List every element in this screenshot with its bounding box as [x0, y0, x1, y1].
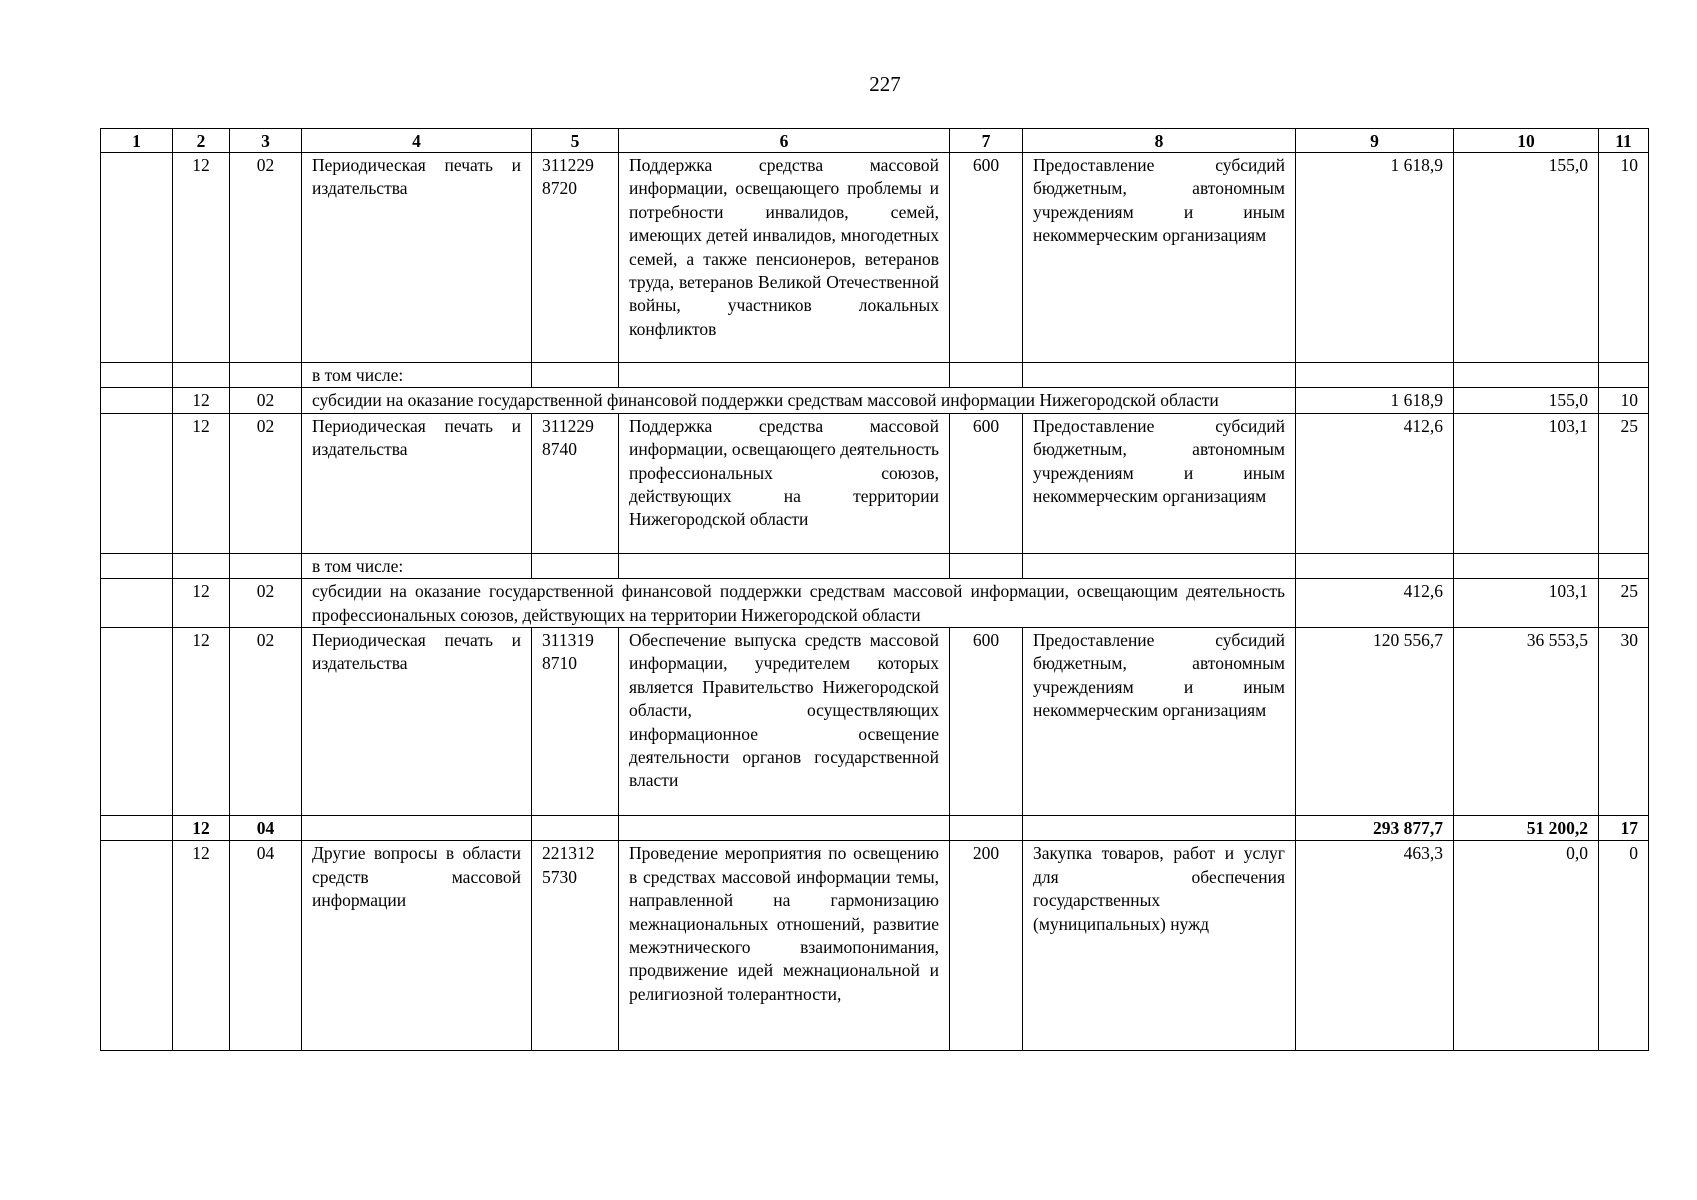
cell-description: Поддержка средства массовой информации, освещающего проблемы и потребности инвалидов, семей, имеющих детей инвалидов, многодетных семей, а также пенсионеров, ветеранов труда, ветеранов Великой Отечественной войны, участников локальных конфликтов	[619, 153, 950, 363]
cell-plan: 1 618,9	[1296, 153, 1454, 363]
cell-subsection: 02	[230, 579, 302, 628]
cell-code	[532, 363, 619, 388]
cell-expense-name: Предоставление субсидий бюджетным, автономным учреждениям и иным некоммерческим организациям	[1023, 413, 1296, 553]
cell-description: Обеспечение выпуска средств массовой информации, учредителем которых является Правительство Нижегородской области, осуществляющих информационное освещение деятельности органов государственной власти	[619, 628, 950, 816]
cell-subsection: 02	[230, 388, 302, 413]
header-cell: 5	[532, 129, 619, 153]
table-row	[101, 388, 1649, 413]
cell-description: Поддержка средства массовой информации, освещающего деятельность профессиональных союзов, действующих на территории Нижегородской области	[619, 413, 950, 553]
cell-description	[619, 553, 950, 578]
header-cell: 6	[619, 129, 950, 153]
cell-subsection: 04	[230, 816, 302, 841]
cell-percent: 25	[1599, 413, 1649, 553]
cell-percent	[1599, 553, 1649, 578]
cell-plan: 1 618,9	[1296, 388, 1454, 413]
cell-c1	[101, 816, 173, 841]
cell-percent: 10	[1599, 388, 1649, 413]
cell-description	[619, 363, 950, 388]
cell-expense-name	[1023, 816, 1296, 841]
cell-actual: 0,0	[1454, 841, 1599, 1051]
cell-expense-name	[1023, 553, 1296, 578]
header-cell: 3	[230, 129, 302, 153]
cell-actual: 51 200,2	[1454, 816, 1599, 841]
cell-name: Периодическая печать и издательства	[302, 413, 532, 553]
cell-expense-name: Предоставление субсидий бюджетным, автономным учреждениям и иным некоммерческим организациям	[1023, 628, 1296, 816]
cell-plan: 412,6	[1296, 579, 1454, 628]
cell-section	[173, 363, 230, 388]
cell-expense-type: 600	[950, 628, 1023, 816]
cell-section: 12	[173, 841, 230, 1051]
cell-expense-type	[950, 816, 1023, 841]
cell-subsection: 02	[230, 413, 302, 553]
cell-code	[532, 816, 619, 841]
cell-code: 311319 8710	[532, 628, 619, 816]
cell-percent: 17	[1599, 816, 1649, 841]
cell-subsection: 02	[230, 628, 302, 816]
table-row	[101, 628, 1649, 816]
cell-expense-name	[1023, 363, 1296, 388]
cell-percent: 10	[1599, 153, 1649, 363]
cell-section: 12	[173, 413, 230, 553]
cell-expense-name: Закупка товаров, работ и услуг для обеспечения государственных (муниципальных) нужд	[1023, 841, 1296, 1051]
cell-expense-type: 200	[950, 841, 1023, 1051]
cell-c1	[101, 553, 173, 578]
cell-c1	[101, 388, 173, 413]
cell-actual	[1454, 553, 1599, 578]
cell-c1	[101, 363, 173, 388]
cell-expense-type: 600	[950, 413, 1023, 553]
header-cell: 4	[302, 129, 532, 153]
cell-actual: 103,1	[1454, 579, 1599, 628]
cell-expense-type: 600	[950, 153, 1023, 363]
cell-subsidy-description: субсидии на оказание государственной финансовой поддержки средствам массовой информации, освещающим деятельность профессиональных союзов, действующих на территории Нижегородской области	[302, 579, 1296, 628]
cell-plan: 463,3	[1296, 841, 1454, 1051]
header-cell: 7	[950, 129, 1023, 153]
cell-plan: 120 556,7	[1296, 628, 1454, 816]
cell-percent: 25	[1599, 579, 1649, 628]
cell-including-label: в том числе:	[302, 363, 532, 388]
cell-subsection: 02	[230, 153, 302, 363]
cell-subsection	[230, 363, 302, 388]
table-row	[101, 579, 1649, 628]
table-row	[101, 841, 1649, 1051]
cell-name	[302, 816, 532, 841]
cell-c1	[101, 841, 173, 1051]
cell-actual: 155,0	[1454, 388, 1599, 413]
cell-subsidy-description: субсидии на оказание государственной финансовой поддержки средствам массовой информации Нижегородской области	[302, 388, 1296, 413]
page-number: 227	[869, 72, 901, 96]
cell-percent: 0	[1599, 841, 1649, 1051]
cell-section: 12	[173, 153, 230, 363]
header-cell: 10	[1454, 129, 1599, 153]
cell-section: 12	[173, 579, 230, 628]
table-row	[101, 553, 1649, 578]
cell-description	[619, 816, 950, 841]
cell-including-label: в том числе:	[302, 553, 532, 578]
cell-name: Периодическая печать и издательства	[302, 153, 532, 363]
cell-actual	[1454, 363, 1599, 388]
cell-section: 12	[173, 628, 230, 816]
cell-percent	[1599, 363, 1649, 388]
cell-subsection: 04	[230, 841, 302, 1051]
header-cell: 11	[1599, 129, 1649, 153]
cell-percent: 30	[1599, 628, 1649, 816]
cell-section: 12	[173, 816, 230, 841]
cell-plan: 412,6	[1296, 413, 1454, 553]
cell-expense-type	[950, 553, 1023, 578]
header-row	[101, 129, 1649, 153]
cell-code: 311229 8720	[532, 153, 619, 363]
cell-plan: 293 877,7	[1296, 816, 1454, 841]
table-row	[101, 363, 1649, 388]
cell-name: Периодическая печать и издательства	[302, 628, 532, 816]
cell-expense-type	[950, 363, 1023, 388]
header-cell: 2	[173, 129, 230, 153]
cell-actual: 155,0	[1454, 153, 1599, 363]
cell-subsection	[230, 553, 302, 578]
cell-code: 221312 5730	[532, 841, 619, 1051]
cell-expense-name: Предоставление субсидий бюджетным, автономным учреждениям и иным некоммерческим организациям	[1023, 153, 1296, 363]
cell-plan	[1296, 553, 1454, 578]
cell-code: 311229 8740	[532, 413, 619, 553]
cell-c1	[101, 579, 173, 628]
cell-actual: 36 553,5	[1454, 628, 1599, 816]
budget-table	[100, 128, 1649, 1051]
header-cell: 1	[101, 129, 173, 153]
cell-actual: 103,1	[1454, 413, 1599, 553]
cell-description: Проведение мероприятия по освещению в средствах массовой информации темы, направленной на гармонизацию межнациональных отношений, развитие межэтнического взаимопонимания, продвижение идей межнациональной и религиозной толерантности,	[619, 841, 950, 1051]
table-row	[101, 413, 1649, 553]
subtotal-row	[101, 816, 1649, 841]
cell-c1	[101, 413, 173, 553]
header-cell: 9	[1296, 129, 1454, 153]
cell-c1	[101, 628, 173, 816]
cell-code	[532, 553, 619, 578]
header-cell: 8	[1023, 129, 1296, 153]
cell-plan	[1296, 363, 1454, 388]
cell-section: 12	[173, 388, 230, 413]
cell-name: Другие вопросы в области средств массовой информации	[302, 841, 532, 1051]
table-row	[101, 153, 1649, 363]
cell-c1	[101, 153, 173, 363]
cell-section	[173, 553, 230, 578]
